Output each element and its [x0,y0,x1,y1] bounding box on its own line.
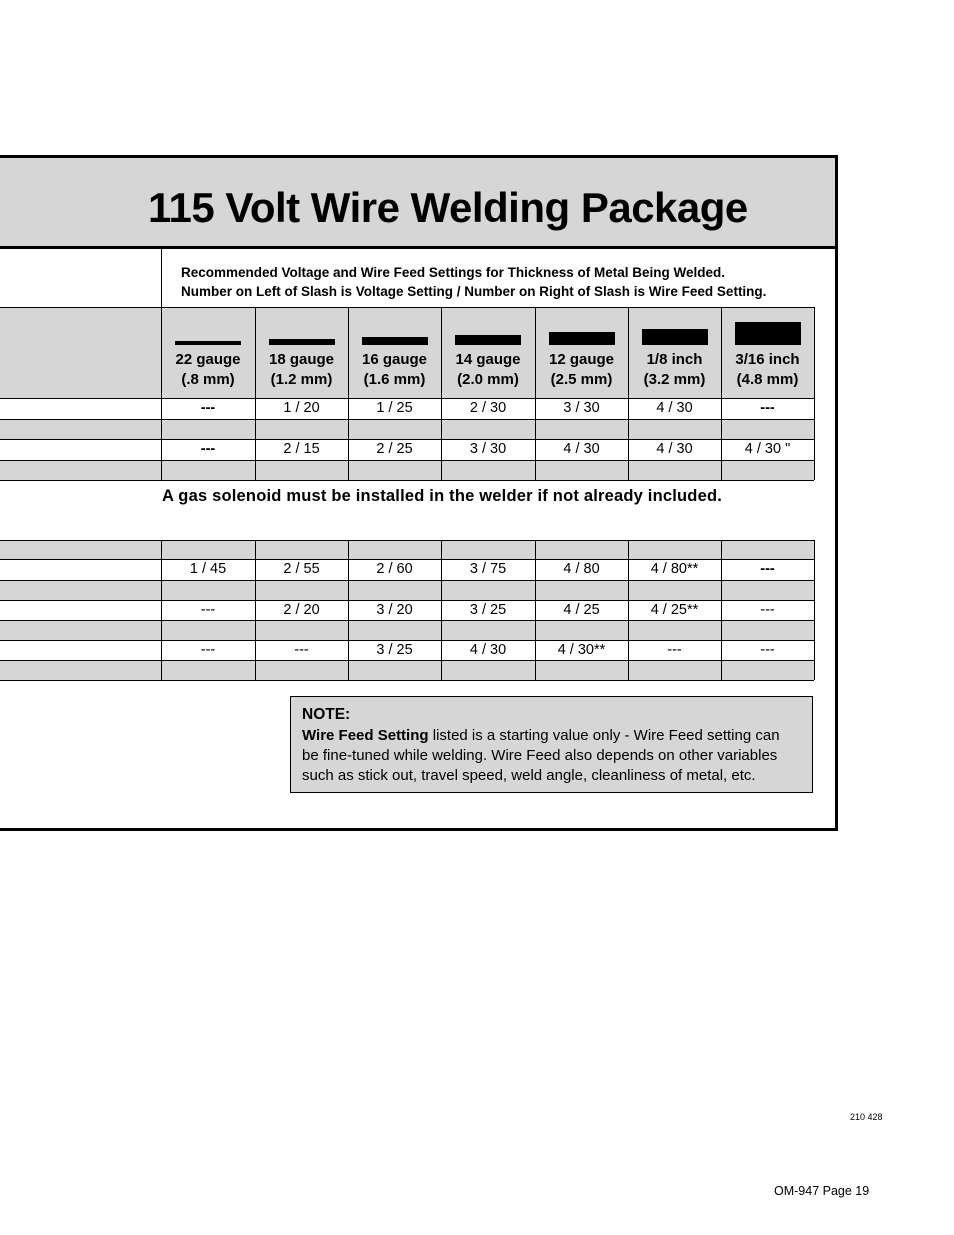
table-rule [0,559,814,560]
column-header-gauge: 18 gauge [268,351,335,368]
column-header-mm: (.8 mm) [181,371,235,388]
table-cell: --- [760,602,775,618]
table-cell: 1 / 45 [189,561,227,577]
table-cell: 2 / 25 [376,441,413,457]
table-cell: 2 / 60 [376,561,413,577]
column-header-mm: (3.2 mm) [643,371,706,388]
table-rule [814,307,815,480]
thickness-sample-bar [642,329,708,345]
thickness-sample-bar [269,339,335,345]
table-cell: --- [200,400,216,416]
table-rule [0,419,814,420]
table-cell: --- [200,642,216,658]
column-header-gauge: 14 gauge [455,351,521,368]
gas-solenoid-note: A gas solenoid must be installed in the welder if not already included. [162,487,723,505]
table-cell: 4 / 30** [557,642,606,658]
page-footer: OM-947 Page 19 [774,1184,870,1198]
table-rule [0,460,814,461]
note-bold-lead: Wire Feed Setting [302,727,429,744]
column-header-mm: (1.2 mm) [270,371,333,388]
column-header-0 [161,350,255,390]
spacer-row [0,580,814,600]
table-rule [0,660,814,661]
table-cell: 1 / 25 [376,400,413,416]
spacer-row [0,540,814,559]
note-line-1-rest: listed is a starting value only - Wire Feed setting can [428,727,780,744]
table-cell: --- [760,561,775,577]
table-rule [0,640,814,641]
thickness-sample-bar [549,332,615,345]
column-header-3 [441,350,535,390]
table-rule [0,600,814,601]
table-rule [0,580,814,581]
intro-line-1: Recommended Voltage and Wire Feed Settings for Thickness of Metal Being Welded. [181,265,725,280]
table-cell: 4 / 80 [563,561,600,577]
table-cell: 3 / 30 [469,441,507,457]
thickness-sample-bar [735,322,801,345]
column-header-4 [535,350,628,390]
column-header-5 [628,350,721,390]
table-cell: 3 / 25 [469,602,507,618]
note-title: NOTE: [302,706,351,723]
spacer-row [0,660,814,680]
document-code: 210 428 [850,1112,883,1122]
table-cell: --- [667,642,682,658]
table-cell: --- [200,441,216,457]
table-cell: --- [760,400,775,416]
note-line-3: such as stick out, travel speed, weld angle, cleanliness of metal, etc. [302,767,756,784]
column-header-gauge: 16 gauge [361,351,428,368]
column-header-mm: (1.6 mm) [363,371,426,388]
column-header-gauge: 3/16 inch [735,351,800,368]
note-box [290,696,813,793]
thickness-sample-bar [455,335,521,345]
table-cell: 2 / 15 [283,441,320,457]
column-header-gauge: 12 gauge [548,351,615,368]
column-header-1 [255,350,348,390]
table-rule [0,540,814,541]
thickness-sample-bar [362,337,428,345]
column-header-gauge: 1/8 inch [646,351,703,368]
table-cell: 2 / 20 [283,602,320,618]
intro-box [161,246,842,307]
column-header-mm: (2.0 mm) [457,371,519,388]
table-cell: 2 / 55 [283,561,320,577]
column-header-gauge: 22 gauge [175,351,241,368]
spacer-row [0,419,814,439]
spacer-row [0,620,814,640]
table-cell: --- [200,602,216,618]
column-header-mm: (4.8 mm) [736,371,799,388]
table-cell: 4 / 30 [656,441,693,457]
table-cell: --- [294,642,309,658]
thickness-sample-bar [175,341,241,345]
table-rule [0,480,814,481]
intro-line-2: Number on Left of Slash is Voltage Setting / Number on Right of Slash is Wire Feed Setting. [181,284,767,299]
table-cell: 4 / 30 [563,441,600,457]
table-cell: --- [760,642,775,658]
table-cell: 3 / 25 [376,642,413,658]
table-rule [814,540,815,680]
table-cell: 4 / 25 [563,602,600,618]
page-title: 115 Volt Wire Welding Package [148,184,748,231]
table-cell: 4 / 30 " [744,441,791,457]
table-rule [0,398,814,399]
table-rule [0,680,814,681]
table-cell: 3 / 20 [376,602,413,618]
table-cell: 1 / 20 [283,400,320,416]
table-cell: 4 / 80** [650,561,699,577]
table-rule [0,439,814,440]
title-bar [0,158,835,249]
column-header-mm: (2.5 mm) [550,371,613,388]
column-header-2 [348,350,441,390]
table-rule [0,620,814,621]
table-cell: 2 / 30 [469,400,507,416]
note-line-2: be fine-tuned while welding. Wire Feed also depends on other variables [302,747,778,764]
table-cell: 4 / 30 [656,400,693,416]
table-cell: 3 / 30 [563,400,600,416]
column-header-6 [721,350,814,390]
table-rule [0,307,814,308]
table-cell: 3 / 75 [469,561,507,577]
spacer-row [0,460,814,480]
table-cell: 4 / 30 [469,642,507,658]
table-cell: 4 / 25** [650,602,699,618]
note-line-1 [302,727,780,744]
